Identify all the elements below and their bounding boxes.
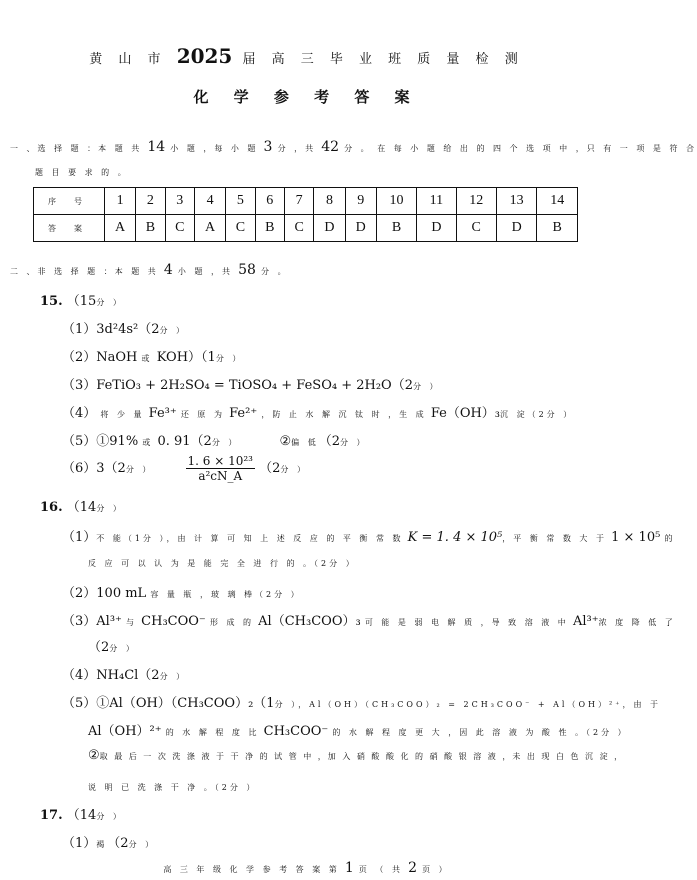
table-cell: C: [456, 215, 496, 242]
footer-total: 2: [408, 860, 417, 876]
footer-text-a: 高 三 年 级 化 学 参 考 答 案 第: [163, 865, 340, 874]
q15-p3-text: （3）FeTiO₃ + 2H₂SO₄ = TiOSO₄ + FeSO₄ + 2H₂O（2: [62, 378, 413, 393]
q16-p5-line4: 说 明 已 洗 涤 干 净 。（2: [88, 783, 230, 792]
table-cell: D: [345, 215, 376, 242]
s1-text-c: 分 ，共: [277, 144, 317, 153]
unit-label: 分 ）: [229, 783, 258, 792]
exam-title: [0, 44, 613, 68]
table-cell: B: [136, 215, 165, 242]
table-cell: 1: [105, 188, 136, 215]
unit-label: 分 ）: [211, 438, 240, 447]
q16-p5-line3-b: 取 最 后 一 次 洗 涤 液 于 干 净 的 试 管 中 ，加 入 硝 酸 酸 化 的 硝 酸 银 溶 液 ，未 出 现 白 色 沉 淀 ，: [99, 752, 625, 761]
q16-p1-f: 的: [664, 534, 676, 543]
table-cell: B: [376, 215, 416, 242]
s1-each: 3: [263, 139, 273, 155]
q15-p4-a: （4）: [62, 406, 97, 421]
page-footer: [0, 857, 613, 876]
table-cell: C: [226, 215, 255, 242]
q15-p5-or: 或: [142, 438, 154, 447]
table-cell: 9: [345, 188, 376, 215]
table-cell: D: [314, 215, 345, 242]
table-cell: B: [255, 215, 284, 242]
q15-p5-d: 偏 低: [291, 438, 319, 447]
q16-part3-line2: [88, 636, 137, 655]
title-prefix: 黄 山 市: [89, 52, 167, 67]
q15-p5-b: 0. 91（2: [157, 434, 212, 449]
q16-part5-line4: [88, 782, 257, 793]
fraction-numerator: 1. 6 × 10²³: [187, 454, 253, 468]
q15-part6: [62, 454, 308, 483]
q15-p5-e: （2: [318, 434, 340, 449]
q15-p4-d: 还 原 为: [180, 410, 225, 419]
s1-count: 14: [147, 139, 166, 155]
q16-p5-a: （5）①Al（OH）（CH₃COO）₂（1: [62, 696, 275, 711]
unit-label: 分 ）: [546, 410, 575, 419]
q16-part5-line2: [88, 720, 629, 739]
table-cell: 10: [376, 188, 416, 215]
q16-p1-b: 不 能（1: [96, 534, 143, 543]
q16-p1-e: 1 × 10⁵: [611, 530, 661, 545]
unit-label: 分 ）: [159, 672, 188, 681]
q16-heading: [40, 496, 124, 515]
q17-number: 17.: [40, 808, 63, 823]
q15-p2-a: （2）NaOH: [62, 350, 138, 365]
s1-text-a: 一 、选 择 题 ：本 题 共: [10, 144, 143, 153]
footer-text-c: 页 ）: [422, 865, 450, 874]
q16-part5: [62, 692, 661, 711]
q15-p4-f: ，防 止 水 解 沉 钛 时 ，生 成: [261, 410, 427, 419]
section2-instructions: [10, 259, 289, 278]
row-header-number: 序 号: [34, 188, 105, 215]
table-cell: B: [537, 215, 578, 242]
q15-number: 15.: [40, 294, 63, 309]
q16-p3-b: 与: [126, 618, 138, 627]
table-cell: D: [496, 215, 536, 242]
table-cell: A: [105, 215, 136, 242]
q15-p4-e: Fe²⁺: [229, 406, 258, 421]
unit-label: 分 ）: [339, 438, 368, 447]
q15-score: （15: [66, 294, 97, 309]
section1-line2: 题 目 要 求 的 。: [35, 168, 129, 177]
q16-p5-line3-a: ②: [88, 748, 100, 763]
q16-p5-line2-a: Al（OH）²⁺: [88, 724, 162, 739]
q15-p1-text: （1）3d²4s²（2: [62, 322, 160, 337]
q15-part2: [62, 346, 243, 365]
q16-part3: [62, 610, 676, 629]
q16-p3-g: Al³⁺: [572, 614, 599, 629]
q15-p6-b: （2: [259, 461, 281, 476]
table-cell: 7: [284, 188, 313, 215]
table-cell: 14: [537, 188, 578, 215]
q15-score-unit: 分 ）: [96, 298, 124, 307]
fraction-denominator: a²cN_A: [198, 469, 243, 483]
q16-p3-h: 浓 度 降 低 了: [598, 618, 676, 627]
q15-p4-b: 将 少 量: [100, 410, 145, 419]
table-row-numbers: [34, 188, 578, 215]
s1-total: 42: [321, 139, 340, 155]
q16-p3-a: （3）Al³⁺: [62, 614, 122, 629]
s2-text-a: 二 、非 选 择 题 ：本 题 共: [10, 267, 159, 276]
q16-p1-d: ，平 衡 常 数 大 于: [502, 534, 607, 543]
q15-p4-g: Fe（OH）₃: [430, 406, 501, 421]
q16-p3-f: 可 能 是 弱 电 解 质 ，导 致 溶 液 中: [364, 618, 569, 627]
unit-label: 分 ）: [215, 354, 244, 363]
row-header-answer: 答 案: [34, 215, 105, 242]
q16-p1-k: K = 1. 4 × 10⁵: [407, 530, 503, 545]
doc-subtitle: 化 学 参 考 答 案: [193, 88, 420, 106]
q16-p5-line2-b: 的 水 解 程 度 比: [165, 728, 260, 737]
s1-text-b: 小 题 ，每 小 题: [170, 144, 259, 153]
q16-p2-a: （2）100 mL: [62, 586, 147, 601]
unit-label: 分 ）: [109, 644, 137, 653]
table-cell: 8: [314, 188, 345, 215]
q16-p3-d: 形 成 的: [209, 618, 255, 627]
unit-label: 分 ）: [96, 504, 124, 513]
title-suffix: 届 高 三 毕 业 班 质 量 检 测: [242, 52, 524, 67]
q16-part4: [62, 664, 187, 683]
footer-page: 1: [344, 860, 354, 876]
q15-p5-c: ②: [279, 434, 292, 449]
q16-p1-line2: 反 应 可 以 认 为 是 能 完 全 进 行 的 。（2: [88, 559, 330, 568]
s2-count: 4: [163, 262, 173, 278]
q15-part3: [62, 374, 441, 393]
table-cell: C: [165, 215, 194, 242]
q16-score: （14: [66, 500, 97, 515]
q16-part1-line2: [88, 558, 357, 569]
q16-part5-line3: [88, 748, 624, 763]
q15-part5: [62, 430, 368, 449]
q17-heading: [40, 804, 124, 823]
unit-label: 分 ）: [125, 465, 154, 474]
unit-label: 分 ）: [601, 728, 629, 737]
q16-p3-line2: （2: [88, 640, 110, 655]
unit-label: 分 ）: [329, 559, 357, 568]
table-cell: 3: [165, 188, 194, 215]
answer-table: [33, 187, 578, 242]
unit-label: 分 ）: [274, 590, 302, 599]
q15-part4: [62, 402, 574, 421]
q15-part1: [62, 318, 187, 337]
q17-p1-a: （1）: [62, 836, 97, 851]
table-cell: D: [417, 215, 456, 242]
q17-score: （14: [66, 808, 97, 823]
table-row-answers: [34, 215, 578, 242]
q15-p5-a: （5）①91%: [62, 434, 139, 449]
q17-p1-b: 褐: [96, 840, 108, 849]
s2-total: 58: [238, 262, 256, 278]
table-cell: C: [284, 215, 313, 242]
q15-p2-b: KOH）（1: [156, 350, 216, 365]
section1-instructions: [10, 136, 697, 155]
unit-label: 分 ）: [128, 840, 157, 849]
q15-p2-or: 或: [141, 354, 153, 363]
q16-p3-c: CH₃COO⁻: [141, 614, 206, 629]
q15-heading: [40, 290, 124, 309]
q15-fraction: [186, 454, 255, 483]
table-cell: 2: [136, 188, 165, 215]
table-cell: 4: [194, 188, 225, 215]
q17-p1-c: （2: [107, 836, 129, 851]
q16-part1: [62, 526, 675, 545]
title-year: 2025: [176, 44, 233, 68]
q16-p5-line2-d: 的 水 解 程 度 更 大 ，因 此 溶 液 为 酸 性 。（2: [332, 728, 602, 737]
table-cell: 5: [226, 188, 255, 215]
s2-text-c: 分 。: [261, 267, 289, 276]
footer-text-b: 页 （ 共: [358, 865, 403, 874]
unit-label: 分 ）: [280, 465, 308, 474]
s1-text-d: 分 。 在 每 小 题 给 出 的 四 个 选 项 中 ，只 有 一 项 是 符 合: [344, 144, 697, 153]
table-cell: 6: [255, 188, 284, 215]
q16-part2: [62, 582, 302, 601]
q16-p2-b: 容 量 瓶 ，玻 璃 棒（2: [150, 590, 275, 599]
table-cell: 13: [496, 188, 536, 215]
s2-text-b: 小 题 ，共: [177, 267, 234, 276]
q16-p4-text: （4）NH₄Cl（2: [62, 668, 160, 683]
q16-p5-b: 分 ），Al（OH）（CH₃COO）₂ = 2CH₃COO⁻ + Al（OH）²⁺: [274, 700, 623, 709]
table-cell: A: [194, 215, 225, 242]
unit-label: 分 ）: [96, 812, 124, 821]
table-cell: 12: [456, 188, 496, 215]
table-cell: 11: [417, 188, 456, 215]
unit-label: 分 ）: [412, 382, 441, 391]
q15-p4-c: Fe³⁺: [148, 406, 177, 421]
unit-label: 分 ）: [159, 326, 188, 335]
q16-p3-e: Al（CH₃COO）₃: [258, 614, 361, 629]
q16-p5-line2-c: CH₃COO⁻: [263, 724, 329, 739]
q16-p1-c: 分 ），由 计 算 可 知 上 述 反 应 的 平 衡 常 数: [142, 534, 404, 543]
q16-p5-c: ，由 于: [622, 700, 662, 709]
q17-part1: [62, 832, 156, 851]
q15-p4-h: 沉 淀（2: [500, 410, 547, 419]
q16-p1-a: （1）: [62, 530, 97, 545]
q16-number: 16.: [40, 500, 63, 515]
q15-p6-a: （6）3（2: [62, 461, 126, 476]
